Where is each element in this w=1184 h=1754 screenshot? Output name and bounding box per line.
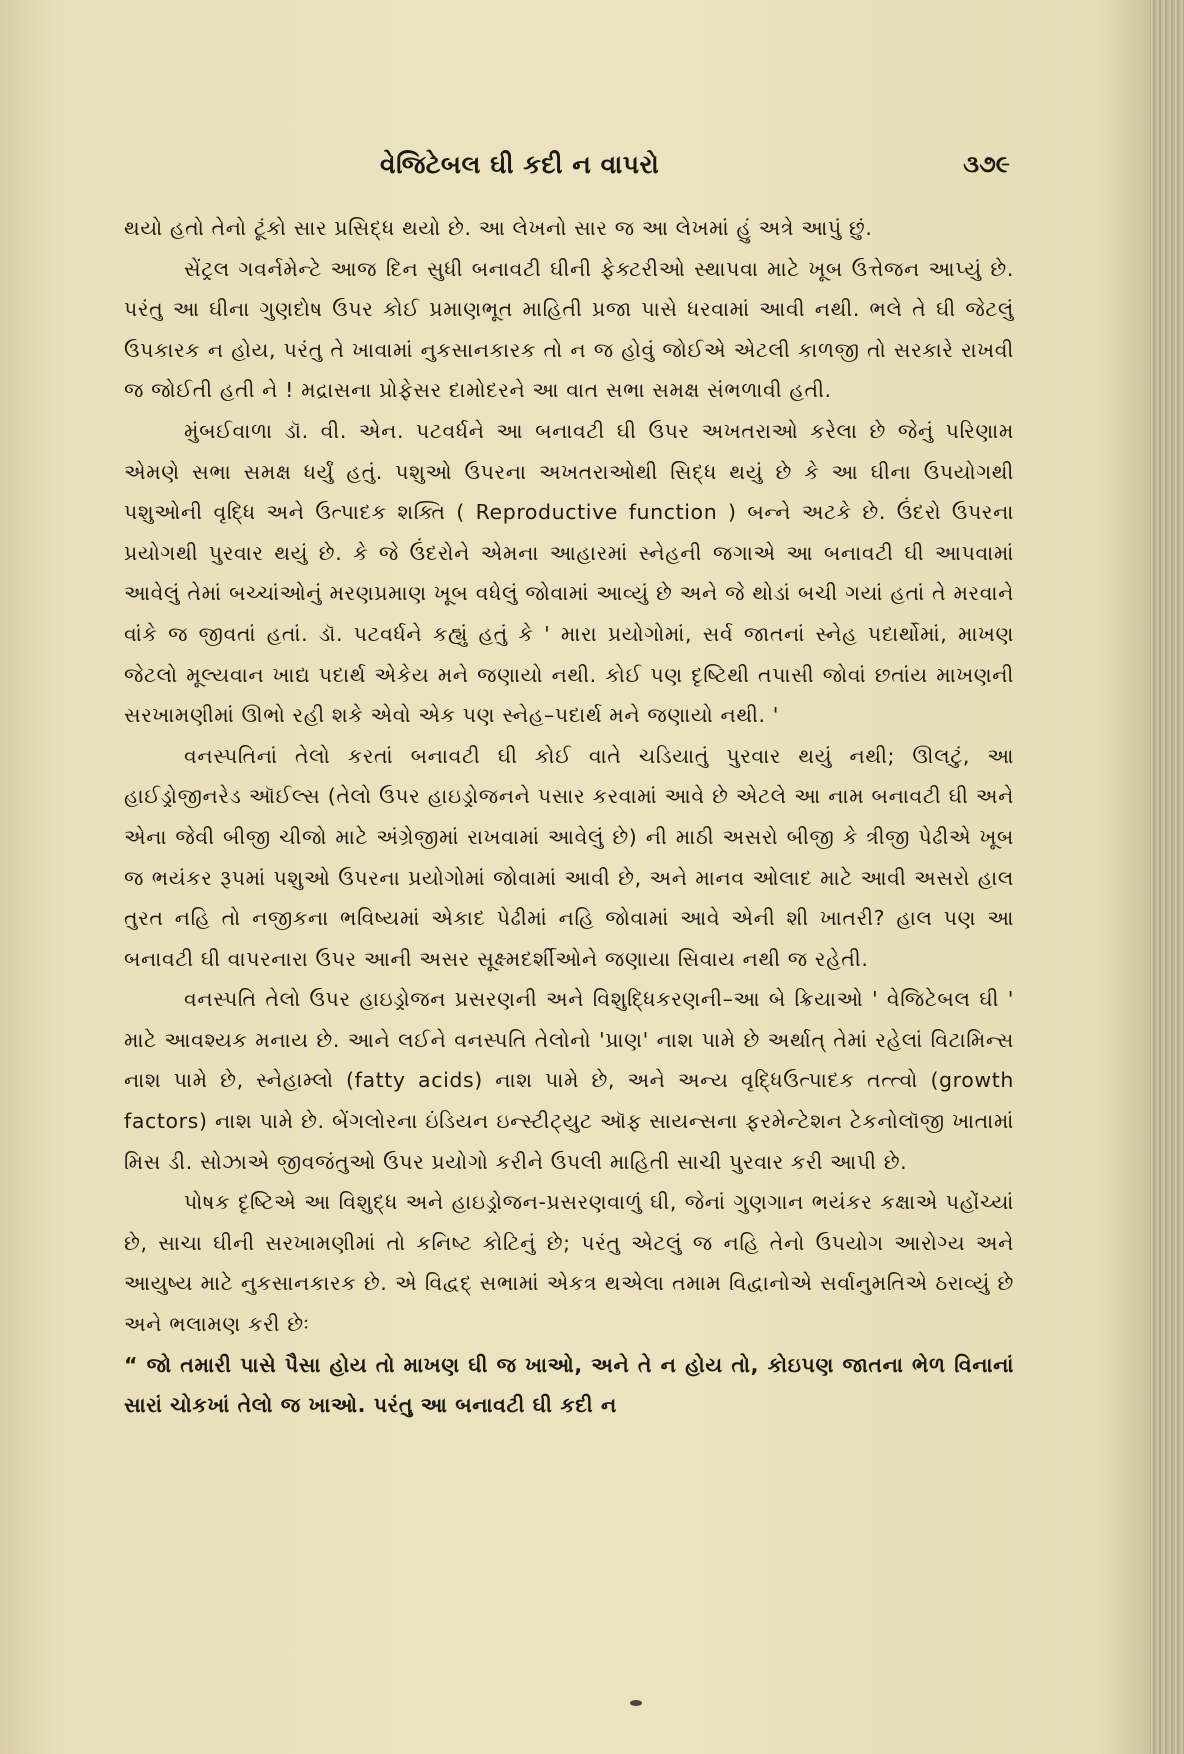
paragraph: વનસ્પતિનાં તેલો કરતાં બનાવટી ઘી કોઈ વાતે ચડિયાતું પુરવાર થયું નથી; ઊલટું, આ હાઈડ્રોજીનરેડ ઑઈલ્સ (તેલો ઉપર હાઇડ્રોજનને પસાર કરવામાં આવે છે એટલે આ નામ બનાવટી ઘી અને એના જેવી બીજી ચીજો માટે અંગ્રેજીમાં રાખવામાં આવેલું છે) ની માઠી અસરો બીજી કે ત્રીજી પેઢીએ ખૂબ જ ભયંકર રૂપમાં પશુઓ ઉપરના પ્રયોગોમાં જોવામાં આવી છે, અને માનવ ઓલાદ માટે આવી અસરો હાલ તુરત નહિ તો નજીકના ભવિષ્યમાં એકાદ પેઢીમાં નહિ જોવામાં આવે એની શી ખાતરી? હાલ પણ આ બનાવટી ઘી વાપરનારા ઉપર આની અસર સૂક્ષ્મદર્શીઓને જણાયા સિવાય નથી જ રહેતી. [124,743,1014,971]
body-text [124,208,1014,1426]
paragraph: મુંબઈવાળા ડૉ. વી. એન. પટવર્ધને આ બનાવટી ઘી ઉપર અખતરાઓ કરેલા છે જેનું પરિણામ એમણે સભા સમક્ષ ધર્યું હતું. પશુઓ ઉપરના અખતરાઓથી સિદ્ધ થયું છે કે આ ઘીના ઉપયોગથી પશુઓની વૃદ્ધિ અને ઉત્પાદક શક્તિ ( Reproductive function ) બન્ને અટકે છે. ઉંદરો ઉપરના પ્રયોગથી પુરવાર થયું છે. કે જે ઉંદરોને એમના આહારમાં સ્નેહની જગાએ આ બનાવટી ઘી આપવામાં આવેલું તેમાં બચ્ચાંઓનું મરણપ્રમાણ ખૂબ વધેલું જોવામાં આવ્યું છે અને જે થોડાં બચી ગયાં હતાં તે મરવાને વાંકે જ જીવતાં હતાં. ડૉ. પટવર્ધને કહ્યું હતું કે ' મારા પ્રયોગોમાં, સર્વ જાતનાં સ્નેહ પદાર્થોમાં, માખણ જેટલો મૂલ્યવાન ખાદ્ય પદાર્થ એકેય મને જણાયો નથી. કોઈ પણ દૃષ્ટિથી તપાસી જોવાં છતાંય માખણની સરખામણીમાં ઊભો રહી શકે એવો એક પણ સ્નેહ–પદાર્થ મને જણાયો નથી. ' [124,418,1014,728]
paragraph: થયો હતો તેનો ટૂંકો સાર પ્રસિદ્ધ થયો છે. આ લેખનો સાર જ આ લેખમાં હું અત્રે આપું છું. [124,216,873,240]
paragraph: સેંટ્રલ ગવર્નમેન્ટે આજ દિન સુધી બનાવટી ઘીની ફેક્ટરીઓ સ્થાપવા માટે ખૂબ ઉત્તેજન આપ્યું છે. પરંતુ આ ઘીના ગુણદોષ ઉપર કોઈ પ્રમાણભૂત માહિતી પ્રજા પાસે ધરવામાં આવી નથી. ભલે તે ઘી જેટલું ઉપકારક ન હોય, પરંતુ તે ખાવામાં નુકસાનકારક તો ન જ હોવું જોઈએ એટલી કાળજી તો સરકારે રાખવી જ જોઈતી હતી ને ! મદ્રાસના પ્રોફેસર દામોદરને આ વાત સભા સમક્ષ સંભળાવી હતી. [124,256,1014,403]
running-head: વેજિટેબલ ઘી કદી ન વાપરો [380,150,660,179]
paragraph: વનસ્પતિ તેલો ઉપર હાઇડ્રોજન પ્રસરણની અને વિશુદ્ધિકરણની–આ બે ક્રિયાઓ ' વેજિટેબલ ઘી ' માટે આવશ્યક મનાય છે. આને લઈને વનસ્પતિ તેલોનો 'પ્રાણ' નાશ પામે છે અર્થાત્ તેમાં રહેલાં વિટામિન્સ નાશ પામે છે, સ્નેહામ્લો (fatty acids) નાશ પામે છે, અને અન્ય વૃદ્ધિઉત્પાદક તત્ત્વો (growth factors) નાશ પામે છે. બેંગલોરના ઇંડિયન ઇન્સ્ટીટ્યુટ ઑફ સાયન્સના ફરમેન્ટેશન ટેકનોલૉજી ખાતામાં મિસ ડી. સોઝાએ જીવજંતુઓ ઉપર પ્રયોગો કરીને ઉપલી માહિતી સાચી પુરવાર કરી આપી છે. [124,987,1014,1174]
page-number: ૩૭૯ [963,150,1010,178]
ink-smudge [630,1700,642,1706]
paragraph: પોષક દૃષ્ટિએ આ વિશુદ્ધ અને હાઇડ્રોજન-પ્રસરણવાળું ઘી, જેનાં ગુણગાન ભયંકર કક્ષાએ પહોંચ્યાં છે, સાચા ઘીની સરખામણીમાં તો કનિષ્ટ કોટિનું છે; પરંતુ એટલું જ નહિ તેનો ઉપયોગ આરોગ્ય અને આયુષ્ય માટે નુકસાનકારક છે. એ વિદ્વદ્ સભામાં એકત્ર થએલા તમામ વિદ્વાનોએ સર્વાનુમતિએ ઠરાવ્યું છે અને ભલામણ કરી છેઃ [124,1190,1014,1337]
page-header [120,150,1010,190]
page-edge [1150,0,1184,1754]
closing-quote: “ જો તમારી પાસે પૈસા હોય તો માખણ ઘી જ ખાઓ, અને તે ન હોય તો, કોઇપણ જાતના ભેળ વિનાનાં સારાં ચોકખાં તેલો જ ખાઓ. પરંતુ આ બનાવટી ઘી કદી ન [124,1352,1014,1418]
